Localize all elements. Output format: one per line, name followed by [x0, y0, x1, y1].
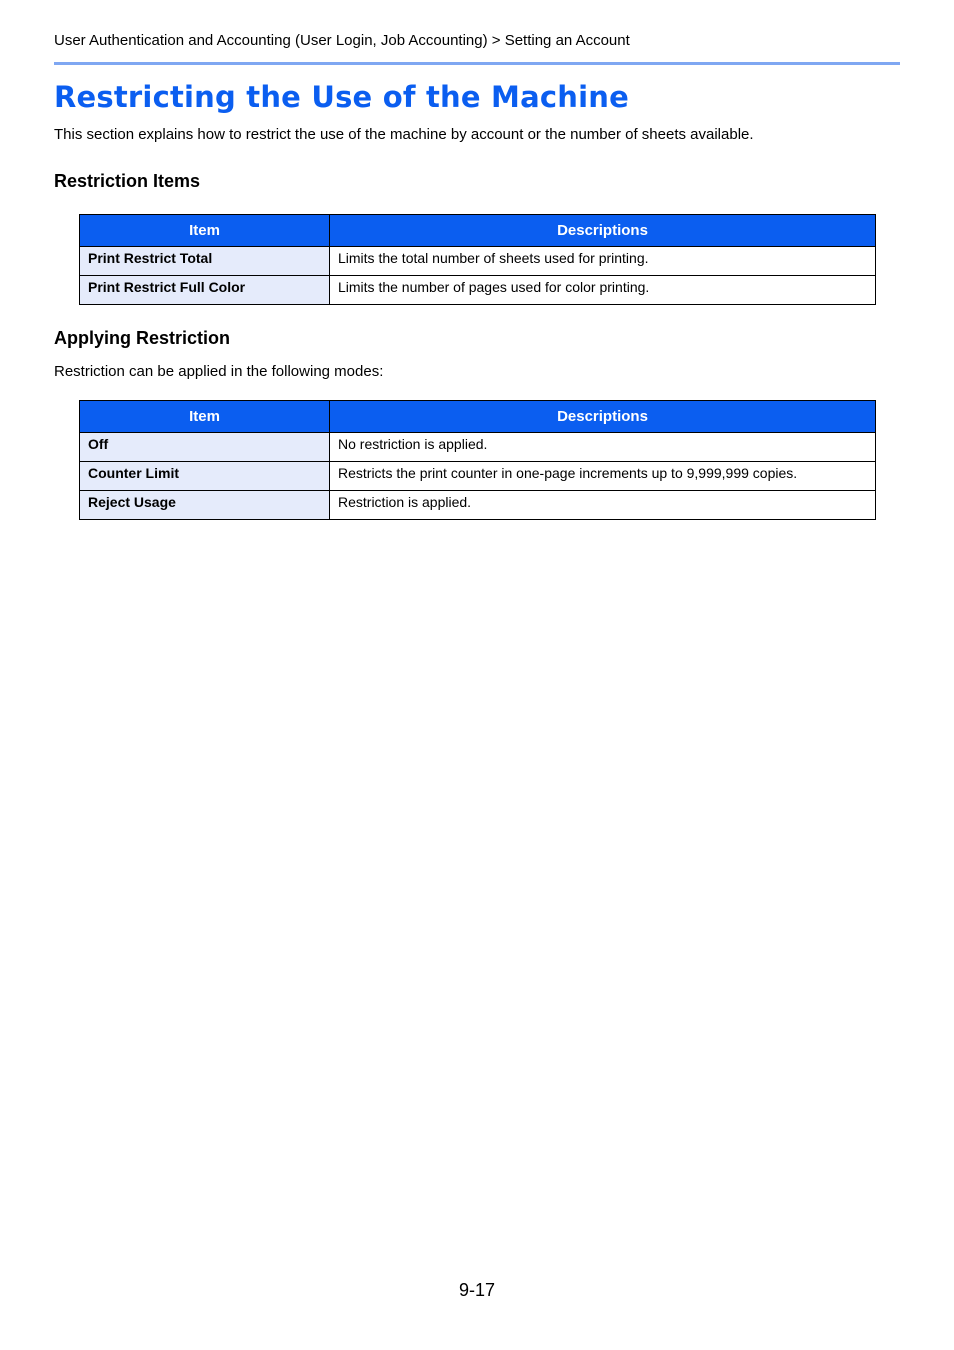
applying-restriction-table: [79, 400, 876, 520]
section-heading-restriction-items: Restriction Items: [54, 171, 201, 191]
table-row: [80, 433, 876, 462]
column-header-item: Item: [80, 401, 330, 433]
column-header-descriptions: Descriptions: [330, 215, 876, 247]
table-header-row: [80, 215, 876, 247]
restriction-items-table: [79, 214, 876, 305]
description-cell: Limits the total number of sheets used for printing.: [330, 247, 876, 276]
column-header-descriptions: Descriptions: [330, 401, 876, 433]
table-row: [80, 276, 876, 305]
intro-text: This section explains how to restrict the use of the machine by account or the number of sheets available.: [54, 126, 754, 143]
breadcrumb: User Authentication and Accounting (User Login, Job Accounting) > Setting an Account: [54, 32, 630, 49]
page-title: Restricting the Use of the Machine: [54, 80, 629, 114]
table-row: [80, 491, 876, 520]
item-cell: Counter Limit: [80, 462, 330, 491]
item-cell: Print Restrict Full Color: [80, 276, 330, 305]
description-cell: Restriction is applied.: [330, 491, 876, 520]
column-header-item: Item: [80, 215, 330, 247]
section-heading-applying-restriction: Applying Restriction: [54, 328, 231, 348]
description-cell: No restriction is applied.: [330, 433, 876, 462]
item-cell: Reject Usage: [80, 491, 330, 520]
description-cell: Restricts the print counter in one-page increments up to 9,999,999 copies.: [330, 462, 876, 491]
table-row: [80, 462, 876, 491]
description-cell: Limits the number of pages used for color printing.: [330, 276, 876, 305]
applying-restriction-intro: Restriction can be applied in the following modes:: [54, 363, 384, 380]
table-row: [80, 247, 876, 276]
item-cell: Print Restrict Total: [80, 247, 330, 276]
table-header-row: [80, 401, 876, 433]
page-number: 9-17: [458, 1280, 496, 1300]
header-divider: [54, 62, 900, 65]
item-cell: Off: [80, 433, 330, 462]
